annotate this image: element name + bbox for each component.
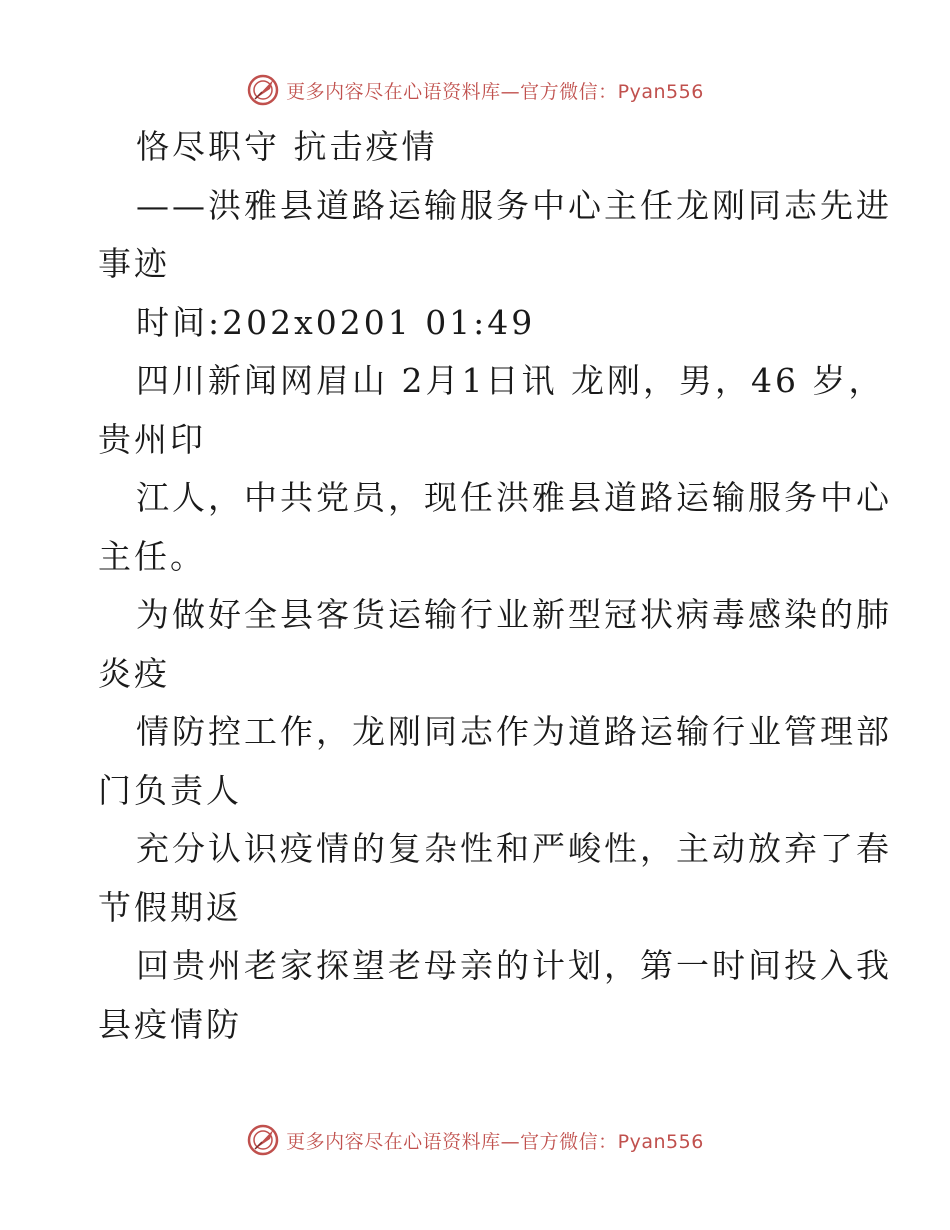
text-line: 炎疫 (98, 653, 170, 693)
text-line: 贵州印 (98, 419, 206, 459)
quill-logo-icon (246, 73, 280, 107)
text-line: 充分认识疫情的复杂性和严峻性，主动放弃了春 (136, 829, 892, 868)
text-line: 节假期返 (98, 887, 242, 927)
text-line: 时间:202x0201 01:49 (136, 302, 536, 342)
banner-text: 更多内容尽在心语资料库—官方微信：Pyan556 (286, 1130, 704, 1153)
banner-text: 更多内容尽在心语资料库—官方微信：Pyan556 (286, 80, 704, 103)
text-line: 县疫情防 (98, 1004, 242, 1044)
quill-logo-icon (246, 1123, 280, 1157)
text-line: 恪尽职守 抗击疫情 (136, 127, 438, 166)
text-line: 回贵州老家探望老母亲的计划，第一时间投入我 (136, 946, 892, 985)
text-line: 江人，中共党员，现任洪雅县道路运输服务中心 (136, 478, 892, 517)
text-line: 事迹 (98, 244, 170, 283)
document-body (98, 118, 892, 1054)
text-line: 四川新闻网眉山 2月1日讯 龙刚，男，46 岁， (136, 361, 885, 400)
text-line: ——洪雅县道路运输服务中心主任龙刚同志先进 (136, 185, 892, 225)
text-line: 为做好全县客货运输行业新型冠状病毒感染的肺 (136, 595, 892, 634)
text-line: 情防控工作，龙刚同志作为道路运输行业管理部 (136, 712, 892, 751)
text-line: 门负责人 (98, 770, 242, 810)
text-line: 主任。 (98, 536, 206, 576)
footer-watermark-banner (0, 1120, 950, 1160)
header-watermark-banner (0, 70, 950, 110)
